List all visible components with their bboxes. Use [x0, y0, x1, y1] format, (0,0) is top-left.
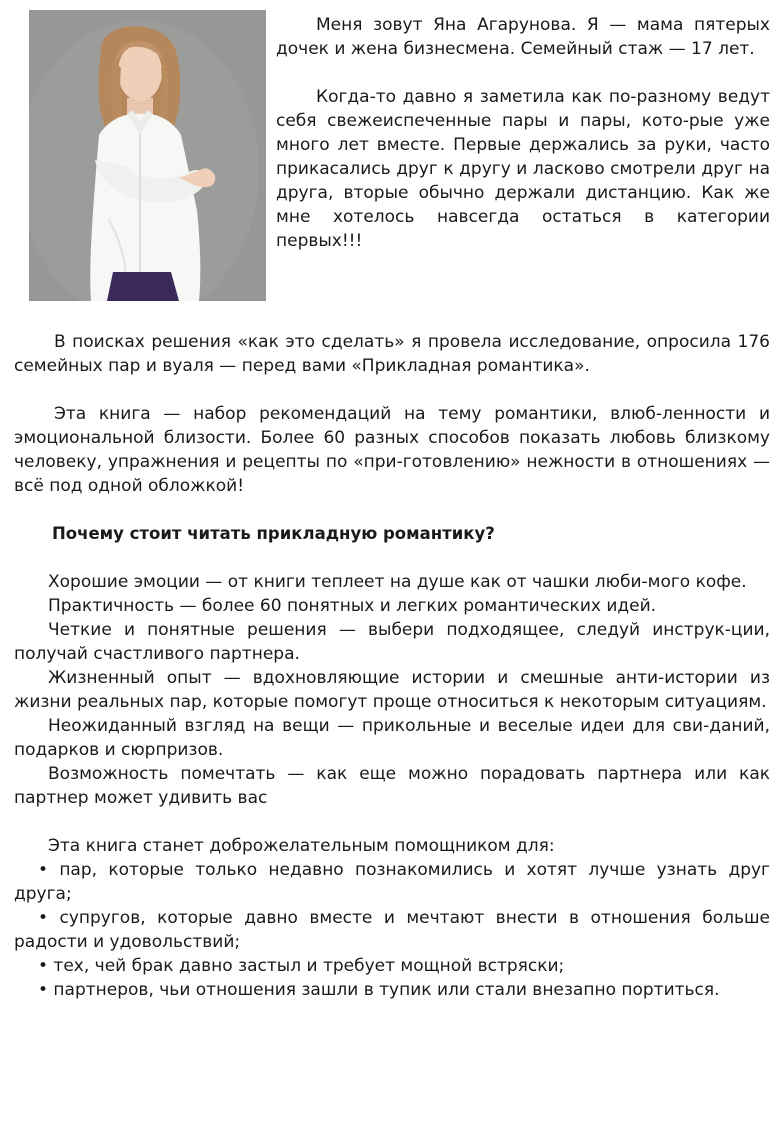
paragraph-gap	[276, 61, 770, 85]
reason-item: Жизненный опыт — вдохновляющие истории и смешные анти-истории из жизни реальных пар, которые помогут проще относиться к некоторым ситуациям.	[14, 668, 770, 712]
reason-item: Хорошие эмоции — от книги теплеет на душе как от чашки люби-мого кофе.	[48, 572, 747, 592]
author-portrait-illustration	[29, 10, 266, 301]
intro-paragraph-1: Меня зовут Яна Агарунова. Я — мама пятерых дочек и жена бизнесмена. Семейный стаж — 17 лет.	[276, 15, 770, 59]
audience-bullet: • супругов, которые давно вместе и мечтают внести в отношения больше радости и удовольствий;	[14, 908, 770, 952]
paragraph-gap	[14, 810, 770, 834]
body-paragraph-research: В поисках решения «как это сделать» я провела исследование, опросила 176 семейных пар и вуаля — перед вами «Прикладная романтика».	[14, 332, 770, 376]
paragraph-gap	[14, 546, 770, 570]
intro-paragraph-2: Когда-то давно я заметила как по-разному ведут себя свежеиспеченные пары и пары, кото-рые уже много лет вместе. Первые держались за руки, часто прикасались друг к другу и ласково смотрели друг на друга, вторые обычно держали дистанцию. Как же мне хотелось навсегда остаться в категории первых!!!	[276, 87, 770, 251]
reason-item: Четкие и понятные решения — выбери подходящее, следуй инструк-ции, получай счастливого партнера.	[14, 620, 770, 664]
audience-bullet: • тех, чей брак давно застыл и требует мощной встряски;	[38, 956, 565, 976]
author-photo	[29, 10, 266, 301]
reason-item: Практичность — более 60 понятных и легких романтических идей.	[48, 596, 657, 616]
paragraph-gap	[14, 378, 770, 402]
helper-intro: Эта книга станет доброжелательным помощником для:	[48, 836, 555, 856]
reason-item: Возможность помечтать — как еще можно порадовать партнера или как партнер может удивить вас	[14, 764, 770, 808]
audience-bullet: • партнеров, чьи отношения зашли в тупик или стали внезапно портиться.	[38, 980, 720, 1000]
section-heading: Почему стоит читать прикладную романтику?	[52, 524, 495, 543]
body-paragraph-about-book: Эта книга — набор рекомендаций на тему романтики, влюб-ленности и эмоциональной близости. Более 60 разных способов показать любовь близкому человеку, упражнения и рецепты по «при-готовлению» нежности в отношениях — всё под одной обложкой!	[14, 404, 770, 496]
audience-bullet: • пар, которые только недавно познакомились и хотят лучше узнать друг друга;	[14, 860, 770, 904]
intro-text	[276, 13, 770, 253]
paragraph-gap	[14, 498, 770, 522]
main-text	[14, 330, 770, 1002]
reason-item: Неожиданный взгляд на вещи — прикольные и веселые идеи для сви-даний, подарков и сюрпризов.	[14, 716, 770, 760]
